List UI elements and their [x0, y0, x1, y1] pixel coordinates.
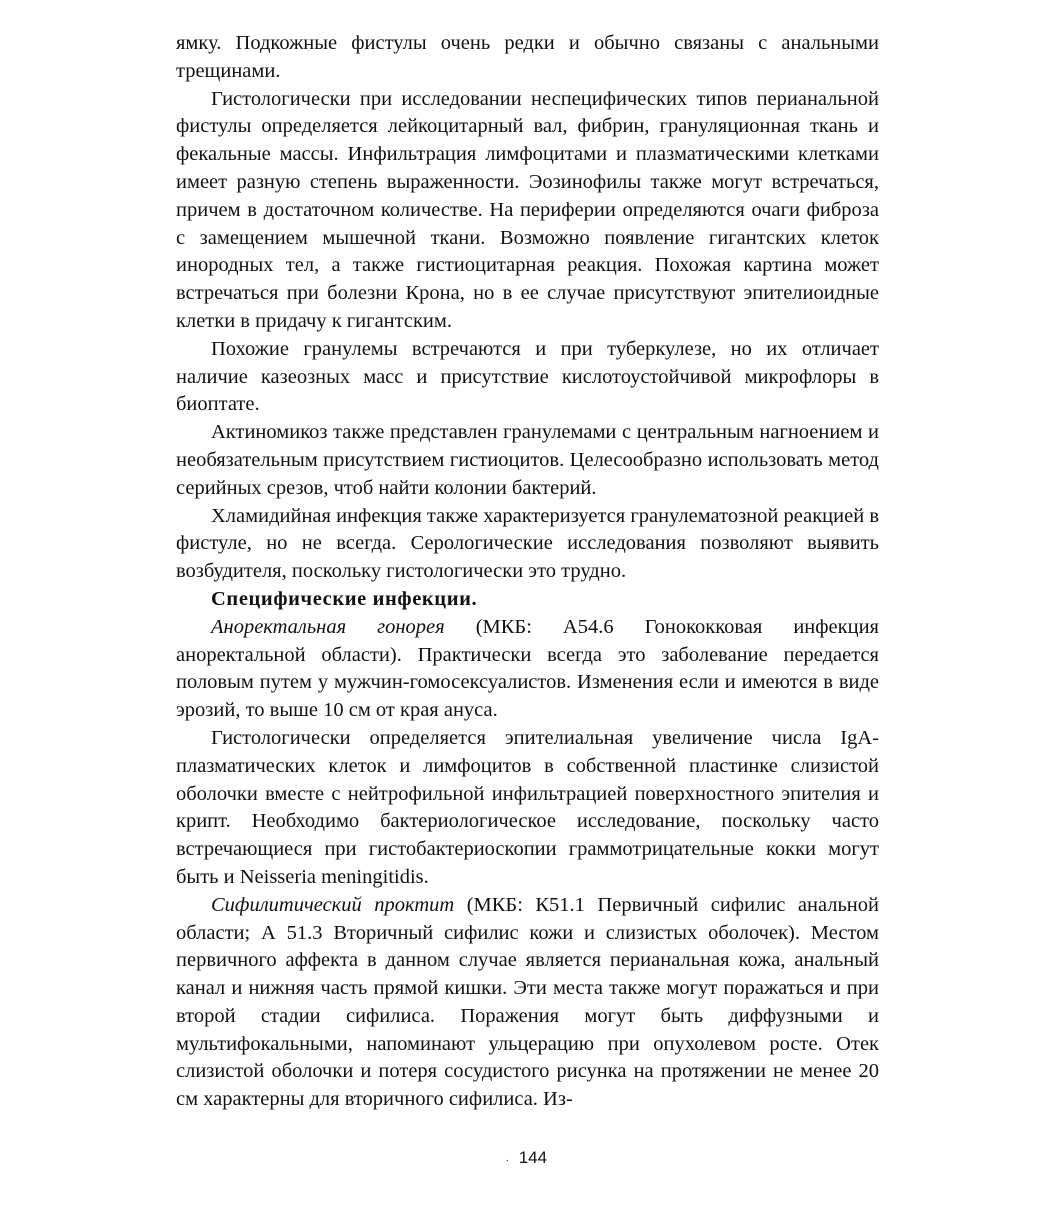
gonorrhea-text: (МКБ: А54.6 Гонококковая инфекция аноректальной области). Практически всегда это заболевание передается половым путем у мужчин-гомосексуалистов. Изменения если и имеются в виде эрозий, то выше 10 см от края ануса. [176, 615, 879, 722]
page-number-dot: . [505, 1153, 509, 1165]
paragraph-tuberculosis: Похожие гранулемы встречаются и при туберкулезе, но их отличает наличие казеозных масс и присутствие кислотоустойчивой микрофлоры в биоптате. [176, 337, 879, 416]
paragraph-actinomycosis: Актиномикоз также представлен гранулемами с центральным нагноением и необязательным присутствием гистиоцитов. Целесообразно использовать метод серийных срезов, чтоб найти колонии бактерий. [176, 421, 879, 499]
paragraph-gonorrhea-histology: Гистологически определяется эпителиальная увеличение числа IgA-плазматических клеток и лимфоцитов в собственной пластинке слизистой оболочки вместе с нейтрофильной инфильтрацией поверхностного эпителия и крипт. Необходимо бактериологическое исследование, поскольку часто встречающиеся при гистобактериоскопии граммотрицательные кокки могут быть и Neisseria meningitidis. [176, 726, 879, 888]
paragraph-gonorrhea [176, 614, 879, 725]
term-anorectal-gonorrhea: Аноректальная гонорея [211, 615, 445, 638]
paragraph-histology-fistula: Гистологически при исследовании неспецифических типов перианальной фистулы определяется лейкоцитарный вал, фибрин, грануляционная ткань и фекальные массы. Инфильтрация лимфоцитами и плазматическими клетками имеет разную степень выраженности. Эозинофилы также могут встречаться, причем в достаточном количестве. На периферии определяются очаги фиброза с замещением мышечной ткани. Возможно появление гигантских клеток инородных тел, а также гистиоцитарная реакция. Похожая картина может встречаться при болезни Крона, но в ее случае присутствуют эпителиоидные клетки в придачу к гигантским. [176, 87, 879, 332]
page-number-value: 144 [518, 1148, 548, 1167]
section-heading-specific-infections: Специфические инфекции. [211, 587, 478, 610]
paragraph-subcutaneous-fistulas: ямку. Подкожные фистулы очень редки и обычно связаны с анальными трещинами. [176, 32, 879, 82]
page-body [176, 30, 879, 1114]
syphilis-text: (МКБ: К51.1 Первичный сифилис анальной области; А 51.3 Вторичный сифилис кожи и слизистых оболочек). Местом первичного аффекта в данном случае является перианальная кожа, анальный канал и нижняя часть прямой кишки. Эти места также могут поражаться и при второй стадии сифилиса. Поражения могут быть диффузными и мультифокальными, напоминают ульцерацию при опухолевом росте. Отек слизистой оболочки и потеря сосудистого рисунка на протяжении не менее 20 см характерны для вторичного сифилиса. Из- [176, 893, 879, 1111]
paragraph-syphilis [176, 892, 879, 1114]
term-syphilitic-proctitis: Сифилитический проктит [211, 893, 455, 916]
paragraph-chlamydia: Хламидийная инфекция также характеризуется гранулематозной реакцией в фистуле, но не всегда. Серологические исследования позволяют выявить возбудителя, поскольку гистологически это трудно. [176, 504, 879, 583]
page-number [0, 1148, 1053, 1168]
